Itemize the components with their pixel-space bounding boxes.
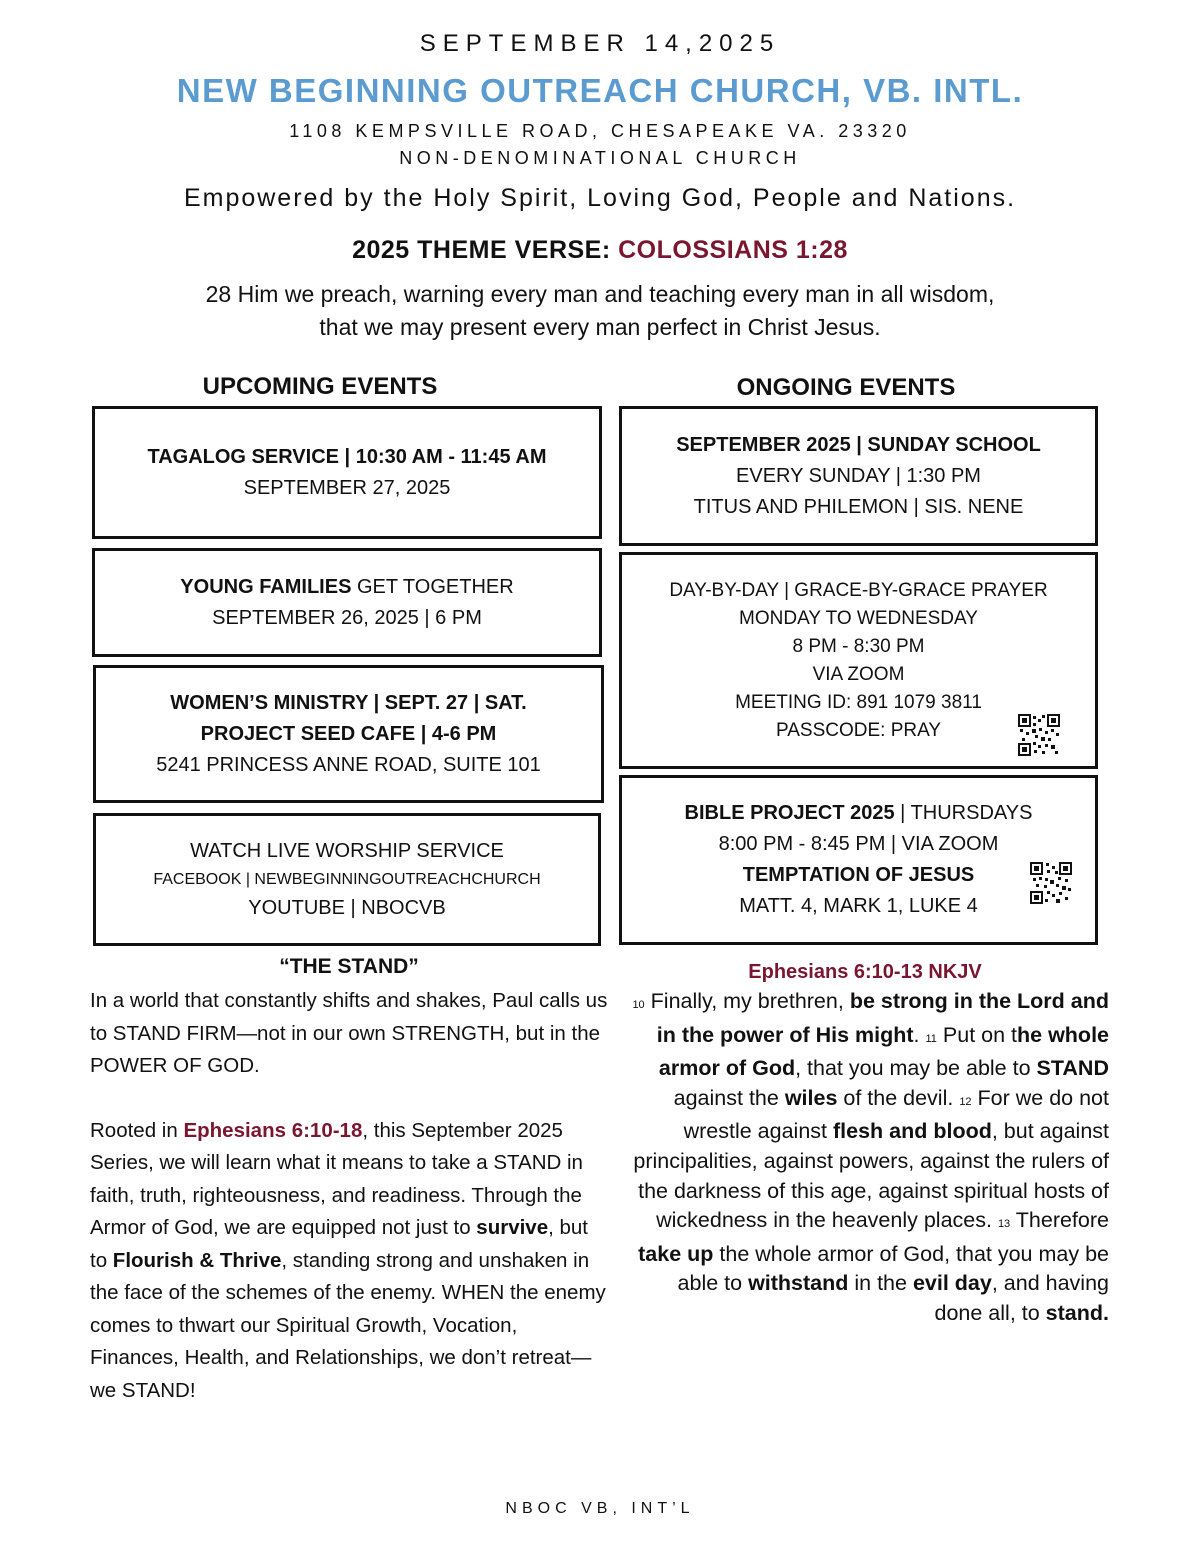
- text-run-bold: he whole armor of God: [658, 1022, 1109, 1081]
- event-title: WATCH LIVE WORSHIP SERVICE: [190, 839, 504, 862]
- text-run-bold: withstand: [748, 1271, 849, 1296]
- event-date: SEPTEMBER 26, 2025 | 6 PM: [212, 606, 482, 629]
- stand-description: [90, 985, 610, 1407]
- text-run: Put on t: [936, 1022, 1018, 1047]
- text-run: , that you may be able to: [795, 1056, 1037, 1081]
- text-run: , standing strong and unshaken in the face of the schemes of the enemy. WHEN the enemy comes to thwart our Spiritual Growth, Vocation, Finances, Health, and Relationships, we don’t retreat—we STAND!: [90, 1248, 606, 1402]
- facebook-link[interactable]: FACEBOOK | NEWBEGINNINGOUTREACHCHURCH: [153, 870, 541, 888]
- theme-verse-line: that we may present every man perfect in Christ Jesus.: [319, 314, 881, 340]
- text-run: Therefore: [1010, 1208, 1109, 1233]
- text-run: the whole armor of God, that you may be able to: [677, 1241, 1109, 1296]
- church-address: 1108 KEMPSVILLE ROAD, CHESAPEAKE VA. 23320: [289, 121, 911, 141]
- stand-paragraph: [90, 1115, 610, 1408]
- theme-verse-line: 28 Him we preach, warning every man and teaching every man in all wisdom,: [205, 281, 995, 307]
- event-title: TAGALOG SERVICE | 10:30 AM - 11:45 AM: [147, 445, 547, 468]
- text-run-bold: Flourish & Thrive: [112, 1248, 282, 1272]
- verse-number: 12: [959, 1095, 972, 1108]
- bulletin-date: SEPTEMBER 14,2025: [419, 30, 781, 57]
- event-title-bold: YOUNG FAMILIES: [180, 575, 352, 598]
- event-days: MONDAY TO WEDNESDAY: [739, 607, 978, 629]
- event-time: 8:00 PM - 8:45 PM | VIA ZOOM: [718, 833, 999, 855]
- scripture-title: Ephesians 6:10-13 NKJV: [748, 961, 982, 983]
- stand-title: “THE STAND”: [279, 955, 419, 978]
- event-platform: VIA ZOOM: [812, 663, 905, 685]
- event-title: DAY-BY-DAY | GRACE-BY-GRACE PRAYER: [669, 579, 1048, 601]
- footer-text: NBOC VB, INT’L: [505, 1500, 695, 1517]
- passcode: PASSCODE: PRAY: [775, 719, 942, 741]
- stand-paragraph: In a world that constantly shifts and shakes, Paul calls us to STAND FIRM—not in our own STRENGTH, but in the POWER OF GOD.: [90, 989, 608, 1077]
- text-run: Finally, my brethren,: [644, 989, 850, 1013]
- event-date: SEPTEMBER 27, 2025: [243, 476, 451, 499]
- event-title-rest: GET TOGETHER: [351, 575, 514, 598]
- event-card-tagalog-service: [92, 406, 602, 539]
- text-run-bold: be strong in the Lord and in the power of His might: [656, 989, 1109, 1047]
- text-run: , and having done all, to: [934, 1271, 1109, 1325]
- verse-number: 11: [925, 1032, 937, 1045]
- text-run: , but to: [90, 1216, 588, 1272]
- ongoing-events-heading: ONGOING EVENTS: [736, 374, 956, 401]
- event-card-bible-project: [619, 775, 1098, 945]
- church-denomination: NON-DENOMINATIONAL CHURCH: [399, 148, 801, 168]
- event-topic: TEMPTATION OF JESUS: [742, 864, 975, 886]
- scripture-passage: [630, 987, 1109, 1329]
- text-run: For we do not wrestle against: [683, 1085, 1109, 1144]
- text-run: , this September 2025 Series, we will learn what it means to take a STAND in faith, truth, righteousness, and readiness. Through the Armor of God, we are equipped not just to: [90, 1118, 583, 1239]
- text-run-bold: take up: [638, 1241, 714, 1266]
- theme-reference: COLOSSIANS 1:28: [618, 236, 848, 264]
- event-title: SEPTEMBER 2025 | SUNDAY SCHOOL: [676, 433, 1041, 456]
- text-run: , but against principalities, against powers, against the rulers of the darkness of this age, against spiritual hosts of wickedness in the heavenly places.: [633, 1119, 1109, 1233]
- text-run-bold: stand.: [1045, 1300, 1109, 1325]
- church-name: NEW BEGINNING OUTREACH CHURCH, VB. INTL.: [176, 72, 1024, 109]
- event-title-rest: | THURSDAYS: [894, 802, 1033, 824]
- text-run-bold: STAND: [1036, 1056, 1109, 1081]
- event-card-sunday-school: [619, 406, 1098, 546]
- qr-code-icon[interactable]: [1018, 714, 1060, 756]
- event-title: WOMEN’S MINISTRY | SEPT. 27 | SAT.: [170, 691, 527, 714]
- event-title: [685, 798, 1033, 829]
- meeting-id: MEETING ID: 891 1079 3811: [735, 691, 982, 713]
- text-run-bold: survive: [476, 1216, 549, 1239]
- verse-number: 13: [997, 1218, 1011, 1231]
- qr-code-icon[interactable]: [1030, 862, 1072, 904]
- youtube-link[interactable]: YOUTUBE | NBOCVB: [248, 896, 446, 919]
- series-scripture-reference: Ephesians 6:10-18: [183, 1118, 363, 1142]
- event-card-young-families: [92, 548, 602, 657]
- text-run-bold: flesh and blood: [833, 1119, 992, 1144]
- event-time: 8 PM - 8:30 PM: [792, 635, 925, 657]
- text-run: .: [913, 1022, 926, 1047]
- text-run: against the: [673, 1085, 785, 1110]
- event-topic: TITUS AND PHILEMON | SIS. NENE: [693, 495, 1024, 518]
- text-run: in the: [848, 1271, 913, 1296]
- text-run: Rooted in: [90, 1118, 184, 1142]
- theme-verse-heading: [0, 236, 1200, 265]
- text-run-bold: evil day: [912, 1271, 992, 1296]
- text-run-bold: wiles: [784, 1085, 838, 1110]
- event-title-bold: BIBLE PROJECT 2025: [684, 802, 895, 824]
- verse-number: 10: [632, 999, 645, 1011]
- event-time: EVERY SUNDAY | 1:30 PM: [736, 464, 981, 487]
- text-run: of the devil.: [837, 1085, 960, 1110]
- event-scripture: MATT. 4, MARK 1, LUKE 4: [739, 895, 978, 917]
- event-title: [180, 572, 513, 603]
- theme-label: 2025 THEME VERSE:: [352, 236, 619, 264]
- theme-verse-text: [0, 278, 1200, 344]
- event-location: PROJECT SEED CAFE | 4-6 PM: [200, 722, 497, 745]
- event-address: 5241 PRINCESS ANNE ROAD, SUITE 101: [156, 753, 541, 776]
- event-card-watch-live: [93, 813, 601, 946]
- church-tagline: Empowered by the Holy Spirit, Loving God, People and Nations.: [183, 184, 1017, 212]
- event-card-womens-ministry: [93, 665, 604, 803]
- upcoming-events-heading: UPCOMING EVENTS: [202, 373, 438, 400]
